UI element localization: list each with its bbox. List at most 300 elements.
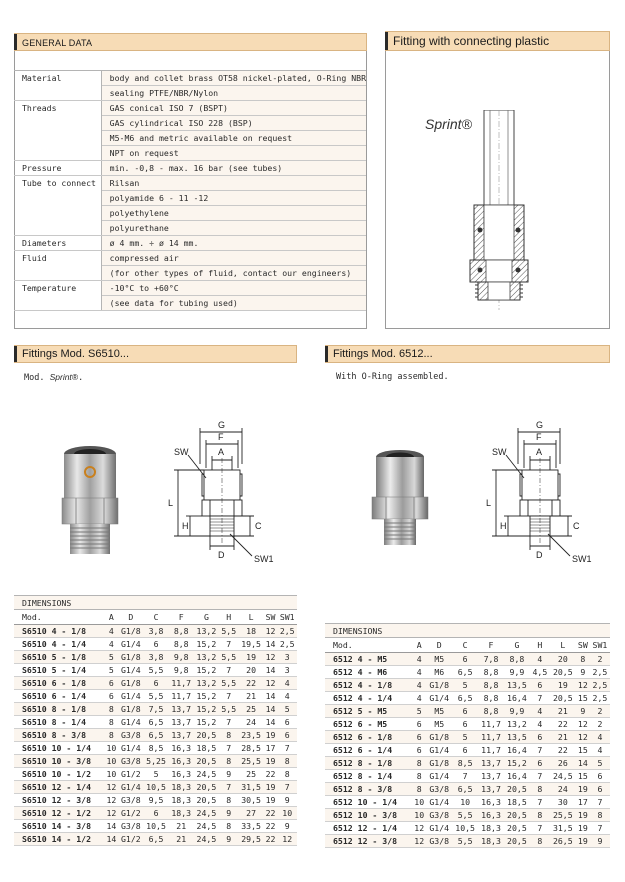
s6510-value-cell: 20,5	[194, 728, 219, 741]
general-data-value: (for other types of fluid, contact our engineers)	[101, 266, 366, 281]
dim-label-h: H	[182, 521, 189, 531]
s6510-value-cell: 3,8	[143, 624, 168, 637]
s6510-value-cell: 5,5	[219, 624, 238, 637]
s6510-col-header: H	[219, 611, 238, 624]
s6510-value-cell: 6,5	[143, 833, 168, 846]
general-data-key: Fluid	[14, 251, 101, 266]
general-data-value: compressed air	[101, 251, 366, 266]
m6512-dim-label-f: F	[536, 432, 542, 442]
m6512-value-cell: 22	[550, 743, 576, 756]
s6510-value-cell: 9,5	[143, 794, 168, 807]
s6510-value-cell: 19	[265, 782, 276, 793]
m6512-value-cell: 8	[590, 809, 610, 822]
m6512-value-cell: 7	[530, 822, 550, 835]
m6512-value-cell: 13,7	[478, 783, 504, 796]
s6510-value-cell: 30,5	[238, 794, 263, 807]
s6510-value-cell: 21	[238, 689, 263, 702]
s6510-table-row	[14, 755, 297, 768]
s6510-model-cell: S6510 12 - 3/8	[14, 794, 105, 807]
s6510-value-cell: G1/4	[118, 781, 143, 794]
m6512-value-cell: 5,5	[452, 835, 478, 848]
general-data-value: (see data for tubing used)	[101, 296, 366, 311]
general-data-key	[14, 116, 101, 131]
m6512-dim-label-h: H	[500, 521, 507, 531]
m6512-table-row	[325, 691, 610, 704]
s6510-value-cell: 22	[265, 821, 276, 832]
s6510-value-cell: 14	[265, 690, 276, 701]
m6512-value-cell: 14	[576, 756, 590, 769]
general-data-row	[14, 266, 366, 281]
dim-label-g: G	[218, 420, 226, 430]
m6512-value-cell: 6,5	[452, 665, 478, 678]
general-data-row	[14, 206, 366, 221]
general-data-key	[14, 86, 101, 101]
dim-label-l: L	[168, 498, 174, 508]
m6512-value-cell: 2	[590, 652, 610, 665]
m6512-value-cell: 5	[412, 704, 426, 717]
m6512-value-cell: 4	[412, 665, 426, 678]
s6510-model-cell: S6510 6 - 1/8	[14, 676, 105, 689]
s6510-value-cell: 21	[169, 833, 194, 846]
s6510-value-cell: 13,2	[194, 624, 219, 637]
m6512-model-cell: 6512 5 - M5	[325, 704, 412, 717]
general-data-value: polyamide 6 - 11 -12	[101, 191, 366, 206]
s6510-value-cell: 16,3	[169, 768, 194, 781]
s6510-value-cell: 9,8	[169, 650, 194, 663]
m6512-value-cell: 6	[452, 704, 478, 717]
s6510-col-header: SW	[265, 612, 276, 623]
m6512-dim-label-c: C	[573, 521, 580, 531]
m6512-value-cell: 15	[576, 743, 590, 756]
s6510-value-cell: 22	[265, 834, 276, 845]
s6510-value-cell: 10	[106, 742, 117, 753]
s6510-table-row	[14, 807, 297, 820]
s6510-technical-drawing	[160, 418, 280, 568]
m6512-table-row	[325, 704, 610, 717]
s6510-table-row	[14, 637, 297, 650]
m6512-value-cell: 30	[550, 796, 576, 809]
m6512-col-header: L	[550, 639, 576, 652]
m6512-model-cell: 6512 4 - M6	[325, 665, 412, 678]
s6510-value-cell: 9	[277, 794, 297, 807]
m6512-value-cell: 17	[576, 796, 590, 809]
s6510-value-cell: 8	[219, 728, 238, 741]
s6510-value-cell: 6,5	[143, 728, 168, 741]
general-data-value: sealing PTFE/NBR/Nylon	[101, 86, 366, 101]
s6510-value-cell: 9,8	[169, 663, 194, 676]
m6512-value-cell: G1/4	[426, 769, 452, 782]
m6512-col-header: H	[530, 639, 550, 652]
dim-label-sw1: SW1	[254, 554, 274, 564]
s6510-value-cell: 19	[265, 795, 276, 806]
s6510-value-cell: 14	[265, 638, 276, 649]
general-data-key	[14, 191, 101, 206]
m6512-value-cell: 7	[530, 769, 550, 782]
m6512-value-cell: 13,5	[504, 678, 530, 691]
s6510-value-cell: 4	[105, 637, 119, 650]
s6510-value-cell: 25	[238, 702, 263, 715]
s6510-value-cell: 15,2	[194, 702, 219, 715]
m6512-value-cell: 8,8	[478, 678, 504, 691]
s6510-model-cell: S6510 6 - 1/4	[14, 689, 105, 702]
s6510-value-cell: 14	[265, 716, 276, 727]
s6510-value-cell: 14	[106, 821, 117, 832]
s6510-value-cell: 19	[265, 729, 276, 740]
m6512-value-cell: 21	[550, 730, 576, 743]
m6512-model-cell: 6512 6 - 1/8	[325, 730, 412, 743]
m6512-value-cell: 15,2	[504, 756, 530, 769]
s6510-value-cell: G3/8	[118, 728, 143, 741]
general-data-key: Diameters	[14, 236, 101, 251]
m6512-dimensions-table	[325, 639, 610, 848]
m6512-value-cell: G1/8	[426, 730, 452, 743]
m6512-value-cell: 5	[590, 756, 610, 769]
plastic-fitting-title: Fitting with connecting plastic	[393, 34, 550, 48]
m6512-value-cell: 11,7	[478, 730, 504, 743]
general-data-key	[14, 296, 101, 311]
s6510-value-cell: 10	[106, 769, 117, 780]
m6512-value-cell: 11,7	[478, 743, 504, 756]
s6510-value-cell: G1/4	[118, 689, 143, 702]
m6512-dim-label-sw: SW	[492, 447, 507, 457]
s6510-table-row	[14, 663, 297, 676]
m6512-value-cell: 12	[576, 678, 590, 691]
m6512-value-cell: 16,3	[478, 796, 504, 809]
m6512-value-cell: 16,4	[504, 743, 530, 756]
s6510-value-cell: 8,5	[143, 741, 168, 754]
general-data-value: GAS cylindrical ISO 228 (BSP)	[101, 116, 366, 131]
general-data-row	[14, 236, 366, 251]
s6510-model-cell: S6510 5 - 1/8	[14, 650, 105, 663]
m6512-dim-label-g: G	[536, 420, 544, 430]
s6510-value-cell: 8	[277, 755, 297, 768]
s6510-value-cell: 8	[105, 702, 119, 715]
s6510-value-cell: 18,3	[169, 807, 194, 820]
s6510-value-cell: 31,5	[238, 781, 263, 794]
s6510-model-cell: S6510 12 - 1/2	[14, 807, 105, 820]
general-data-row	[14, 296, 366, 311]
s6510-value-cell: 20	[238, 663, 263, 676]
m6512-col-header: A	[412, 639, 426, 652]
s6510-value-cell: 15,2	[194, 637, 219, 650]
s6510-value-cell: G1/2	[118, 807, 143, 820]
m6512-model-cell: 6512 12 - 1/4	[325, 822, 412, 835]
m6512-value-cell: 8,8	[504, 652, 530, 665]
m6512-model-cell: 6512 8 - 1/4	[325, 769, 412, 782]
general-data-key: Tube to connect	[14, 176, 101, 191]
m6512-value-cell: 8	[530, 809, 550, 822]
m6512-value-cell: 9,9	[504, 665, 530, 678]
s6510-value-cell: 7,5	[143, 702, 168, 715]
m6512-product-photo	[360, 445, 440, 550]
s6510-model-cell: S6510 10 - 1/2	[14, 768, 105, 781]
s6510-value-cell: 19	[238, 650, 263, 663]
s6510-value-cell: 6	[143, 807, 168, 820]
general-data-key: Pressure	[14, 161, 101, 176]
m6512-value-cell: 5	[452, 730, 478, 743]
m6512-value-cell: 19	[550, 678, 576, 691]
s6510-value-cell: 13,7	[169, 715, 194, 728]
m6512-value-cell: 26,5	[550, 835, 576, 848]
m6512-table-row	[325, 730, 610, 743]
s6510-table-row	[14, 820, 297, 833]
s6510-value-cell: 29,5	[238, 833, 263, 846]
s6510-model-cell: S6510 8 - 1/4	[14, 715, 105, 728]
m6512-value-cell: 2,5	[590, 665, 610, 678]
m6512-value-cell: 8	[412, 769, 426, 782]
s6510-value-cell: 25,5	[238, 755, 263, 768]
s6510-value-cell: 24	[238, 715, 263, 728]
general-data-key: Temperature	[14, 281, 101, 296]
s6510-table-row	[14, 781, 297, 794]
m6512-value-cell: 6	[452, 717, 478, 730]
general-data-row	[14, 101, 366, 116]
m6512-table-row	[325, 822, 610, 835]
m6512-value-cell: 8	[530, 835, 550, 848]
s6510-value-cell: 23,5	[238, 728, 263, 741]
s6510-value-cell: 5	[105, 650, 119, 663]
m6512-value-cell: 9,9	[504, 704, 530, 717]
s6510-value-cell: G1/4	[118, 663, 143, 676]
m6512-value-cell: 8	[530, 783, 550, 796]
s6510-value-cell: 12	[277, 833, 297, 846]
m6512-value-cell: 20,5	[504, 835, 530, 848]
m6512-value-cell: 8,8	[478, 665, 504, 678]
general-data-title: GENERAL DATA	[22, 38, 93, 48]
s6510-model-cell: S6510 14 - 3/8	[14, 820, 105, 833]
s6510-value-cell: 19	[265, 756, 276, 767]
m6512-value-cell: 6,5	[452, 783, 478, 796]
s6510-table-row	[14, 833, 297, 846]
general-data-value: body and collet brass OT58 nickel-plated, O-Ring NBR	[101, 71, 366, 86]
m6512-value-cell: 9	[576, 704, 590, 717]
s6510-model-cell: S6510 8 - 1/8	[14, 702, 105, 715]
m6512-value-cell: G1/4	[426, 743, 452, 756]
m6512-model-cell: 6512 6 - 1/4	[325, 743, 412, 756]
s6510-value-cell: 7	[277, 741, 297, 754]
m6512-value-cell: 12	[576, 730, 590, 743]
m6512-value-cell: 8,8	[478, 691, 504, 704]
plastic-tube-section-drawing	[460, 110, 540, 320]
general-data-row	[14, 251, 366, 266]
m6512-value-cell: 20,5	[504, 822, 530, 835]
dim-label-a: A	[218, 447, 225, 457]
m6512-value-cell: 20,5	[550, 665, 576, 678]
s6510-value-cell: 5,5	[143, 689, 168, 702]
s6510-value-cell: 13,7	[169, 702, 194, 715]
s6510-value-cell: 12	[106, 795, 117, 806]
m6512-value-cell: 12	[576, 717, 590, 730]
s6510-note: Mod. Sprint®.	[24, 372, 84, 383]
m6512-value-cell: M5	[426, 717, 452, 730]
s6510-value-cell: 8	[277, 768, 297, 781]
s6510-model-cell: S6510 10 - 1/4	[14, 741, 105, 754]
s6510-value-cell: 20,5	[194, 755, 219, 768]
m6512-value-cell: 4	[590, 730, 610, 743]
general-data-row	[14, 116, 366, 131]
general-data-value: polyethylene	[101, 206, 366, 221]
m6512-value-cell: 4	[530, 652, 550, 665]
m6512-value-cell: 13,2	[504, 717, 530, 730]
m6512-value-cell: 7,8	[478, 652, 504, 665]
s6510-model-cell: S6510 4 - 1/4	[14, 637, 105, 650]
m6512-value-cell: 4	[412, 691, 426, 704]
m6512-value-cell: 20,5	[550, 691, 576, 704]
m6512-value-cell: 9	[590, 835, 610, 848]
m6512-title: Fittings Mod. 6512...	[333, 348, 433, 360]
m6512-value-cell: 19	[576, 809, 590, 822]
m6512-value-cell: 5	[452, 678, 478, 691]
s6510-value-cell: 12	[265, 625, 276, 636]
s6510-value-cell: 12	[265, 651, 276, 662]
s6510-value-cell: 22	[265, 808, 276, 819]
m6512-value-cell: 24	[550, 783, 576, 796]
s6510-header	[14, 345, 297, 363]
s6510-value-cell: 7	[219, 637, 238, 650]
s6510-value-cell: 9	[219, 833, 238, 846]
m6512-value-cell: G1/4	[426, 796, 452, 809]
s6510-value-cell: 4	[277, 689, 297, 702]
s6510-value-cell: 17	[265, 742, 276, 753]
s6510-value-cell: 11,7	[169, 676, 194, 689]
m6512-col-header: Mod.	[325, 639, 412, 652]
s6510-value-cell: 9	[277, 820, 297, 833]
s6510-value-cell: G3/8	[118, 755, 143, 768]
s6510-value-cell: 4	[105, 624, 119, 637]
dim-label-d: D	[218, 550, 225, 560]
general-data-key	[14, 266, 101, 281]
m6512-dim-label-sw1: SW1	[572, 554, 592, 564]
m6512-value-cell: 4,5	[530, 665, 550, 678]
m6512-dim-label-d: D	[536, 550, 543, 560]
m6512-table-row	[325, 678, 610, 691]
m6512-value-cell: 8	[576, 652, 590, 665]
s6510-dimensions-table	[14, 611, 297, 846]
m6512-value-cell: 20,5	[504, 783, 530, 796]
s6510-value-cell: 5,25	[143, 755, 168, 768]
s6510-col-header: A	[105, 611, 119, 624]
s6510-dimensions-title: DIMENSIONS	[14, 595, 297, 610]
s6510-value-cell: 6	[277, 715, 297, 728]
s6510-value-cell: 20,5	[194, 794, 219, 807]
s6510-value-cell: 2,5	[277, 637, 297, 650]
plastic-fitting-header	[385, 31, 610, 51]
m6512-value-cell: 12	[412, 822, 426, 835]
m6512-model-cell: 6512 8 - 3/8	[325, 783, 412, 796]
general-data-row	[14, 281, 366, 296]
m6512-value-cell: 25,5	[550, 809, 576, 822]
general-data-value: M5-M6 and metric available on request	[101, 131, 366, 146]
s6510-title: Fittings Mod. S6510...	[22, 348, 129, 360]
m6512-value-cell: 16,3	[478, 809, 504, 822]
s6510-value-cell: 18,5	[194, 741, 219, 754]
m6512-value-cell: 24,5	[550, 769, 576, 782]
s6510-col-header: F	[169, 611, 194, 624]
s6510-value-cell: 24,5	[194, 768, 219, 781]
m6512-table-row	[325, 783, 610, 796]
m6512-value-cell: 8,5	[452, 756, 478, 769]
general-data-key: Threads	[14, 101, 101, 116]
m6512-table-row	[325, 796, 610, 809]
s6510-value-cell: 28,5	[238, 741, 263, 754]
m6512-value-cell: 12	[412, 835, 426, 848]
m6512-col-header: F	[478, 639, 504, 652]
m6512-value-cell: 6,5	[452, 691, 478, 704]
s6510-value-cell: 22	[238, 676, 263, 689]
s6510-value-cell: G1/8	[118, 676, 143, 689]
sprint-brand-label: Sprint®	[425, 116, 472, 132]
s6510-value-cell: G1/4	[118, 715, 143, 728]
m6512-value-cell: 4	[412, 652, 426, 665]
s6510-value-cell: 27	[238, 807, 263, 820]
s6510-value-cell: 15,2	[194, 715, 219, 728]
s6510-table-row	[14, 794, 297, 807]
m6512-col-header: SW	[576, 639, 590, 652]
general-data-table	[14, 70, 366, 311]
s6510-value-cell: 24,5	[194, 807, 219, 820]
s6510-col-header: Mod.	[14, 611, 105, 624]
m6512-dim-label-a: A	[536, 447, 543, 457]
m6512-value-cell: M5	[426, 652, 452, 665]
m6512-value-cell: 10	[412, 809, 426, 822]
m6512-value-cell: 10,5	[452, 822, 478, 835]
m6512-value-cell: 7	[590, 796, 610, 809]
m6512-value-cell: 2	[590, 704, 610, 717]
m6512-table-row	[325, 717, 610, 730]
m6512-col-header: C	[452, 639, 478, 652]
general-data-row	[14, 176, 366, 191]
m6512-header	[325, 345, 610, 363]
s6510-table-row	[14, 702, 297, 715]
s6510-value-cell: 13,2	[194, 676, 219, 689]
m6512-value-cell: 8	[412, 783, 426, 796]
m6512-table-row	[325, 665, 610, 678]
s6510-value-cell: 24,5	[194, 820, 219, 833]
m6512-value-cell: 8,8	[478, 704, 504, 717]
general-data-row	[14, 146, 366, 161]
s6510-value-cell: 16,3	[169, 741, 194, 754]
s6510-value-cell: 18,3	[169, 781, 194, 794]
general-data-value: NPT on request	[101, 146, 366, 161]
s6510-value-cell: G1/8	[118, 624, 143, 637]
s6510-value-cell: 13,7	[169, 728, 194, 741]
m6512-model-cell: 6512 4 - 1/4	[325, 691, 412, 704]
s6510-value-cell: 9	[219, 807, 238, 820]
m6512-col-header: SW1	[590, 639, 610, 652]
s6510-value-cell: 8,8	[169, 624, 194, 637]
m6512-value-cell: 13,5	[504, 730, 530, 743]
m6512-value-cell: 31,5	[550, 822, 576, 835]
s6510-value-cell: 18	[238, 624, 263, 637]
m6512-col-header: G	[504, 639, 530, 652]
general-data-key	[14, 221, 101, 236]
general-data-key	[14, 206, 101, 221]
general-data-value: Rilsan	[101, 176, 366, 191]
m6512-value-cell: 13,7	[478, 769, 504, 782]
s6510-value-cell: 5,5	[219, 702, 238, 715]
s6510-model-cell: S6510 12 - 1/4	[14, 781, 105, 794]
s6510-table-row	[14, 650, 297, 663]
s6510-value-cell: 6	[277, 728, 297, 741]
m6512-table-row	[325, 835, 610, 848]
s6510-model-cell: S6510 10 - 3/8	[14, 755, 105, 768]
m6512-value-cell: 20	[550, 652, 576, 665]
s6510-value-cell: 10	[106, 756, 117, 767]
m6512-value-cell: 6	[530, 756, 550, 769]
s6510-value-cell: 12	[265, 677, 276, 688]
m6512-table-row	[325, 809, 610, 822]
m6512-value-cell: 18,5	[504, 796, 530, 809]
